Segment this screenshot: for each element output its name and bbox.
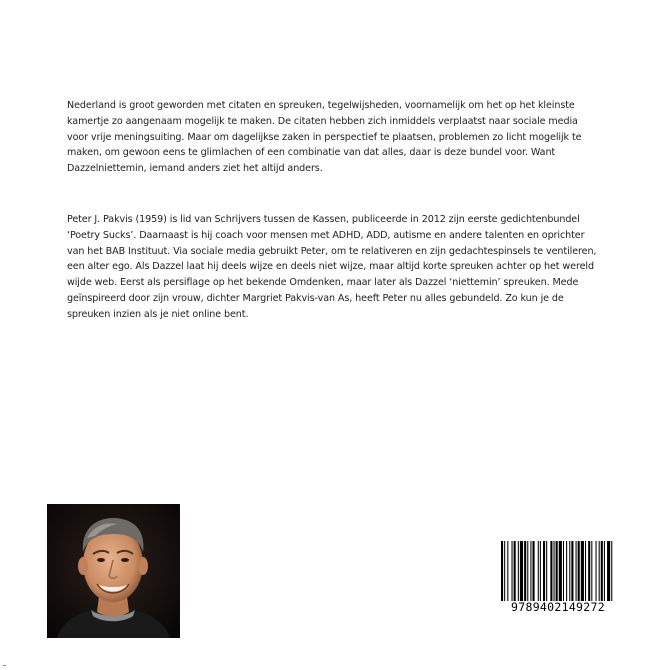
- barcode-bar: [514, 541, 516, 601]
- barcode-bar: [540, 541, 541, 601]
- barcode-bar: [596, 541, 597, 601]
- barcode-bar: [550, 541, 552, 601]
- isbn-number: 9789402149272: [511, 600, 605, 614]
- barcode-bar: [512, 541, 513, 601]
- author-portrait-image: [47, 504, 180, 638]
- barcode-bar: [507, 541, 508, 601]
- crop-mark: [3, 665, 6, 666]
- barcode-bar: [527, 541, 528, 601]
- barcode-bar: [585, 541, 586, 601]
- barcode-bar: [588, 541, 590, 601]
- barcode-bar: [576, 541, 577, 601]
- barcode-bar: [611, 541, 612, 601]
- barcode: [501, 541, 613, 601]
- barcode-bar: [524, 541, 526, 601]
- barcode-bar: [501, 541, 503, 601]
- barcode-bar: [607, 541, 610, 601]
- barcode-bar: [533, 541, 535, 601]
- barcode-bar: [543, 541, 545, 601]
- author-bio: Peter J. Pakvis (1959) is lid van Schrijvers tussen de Kassen, publiceerde in 2012 zijn eerste gedichtenbundel ‘Poetry Sucks’. Daarnaast is hij coach voor mensen met ADHD, ADD, autisme en andere talenten en oprichter van het BAB Instituut. Via sociale media gebruikt Peter, om te relativeren en zijn gedachtespinsels te ventileren, een alter ego. Als Dazzel laat hij deels wijze en deels niet wijze, maar altijd korte spreuken achter op het wereld wijde web. Eerst als persiflage op het bekende Omdenken, maar later als Dazzel ‘niettemin’ spreuken. Mede geïnspireerd door zijn vrouw, dichter Margriet Pakvis-van As, heeft Peter nu alles gebundeld. Zo kun je de spreuken inzien als je niet online bent.: [67, 214, 597, 320]
- barcode-bar: [546, 541, 547, 601]
- barcode-bar: [571, 541, 573, 601]
- barcode-bar: [520, 541, 523, 601]
- barcode-bar: [578, 541, 580, 601]
- barcode-bar: [566, 541, 567, 601]
- barcode-bar: [538, 541, 539, 601]
- barcode-bar: [504, 541, 505, 601]
- barcode-bar: [599, 541, 600, 601]
- barcode-bar: [601, 541, 603, 601]
- barcode-bar: [530, 541, 531, 601]
- cover-blurb: Nederland is groot geworden met citaten en spreuken, tegelwijsheden, voornamelijk om het op het kleinste kamertje zo aangenaam mogelijk te maken. De citaten hebben zich inmiddels verplaatst naar sociale media voor vrije meningsuiting. Maar om dagelijkse zaken in perspectief te plaatsen, problemen zo licht mogelijk te maken, om gewoon eens te glimlachen of een combinatie van dat alles, daar is deze bundel voor. Want Dazzelniettemin, iemand anders ziet het altijd anders.: [67, 100, 582, 175]
- author-photo: [47, 504, 180, 638]
- barcode-bar: [591, 541, 592, 601]
- barcode-bar: [554, 541, 555, 601]
- barcode-bar: [559, 541, 562, 601]
- barcode-bar: [556, 541, 558, 601]
- barcode-bar: [518, 541, 519, 601]
- barcode-bar: [604, 541, 605, 601]
- barcode-bar: [563, 541, 564, 601]
- barcode-bar: [569, 541, 570, 601]
- barcode-bar: [581, 541, 584, 601]
